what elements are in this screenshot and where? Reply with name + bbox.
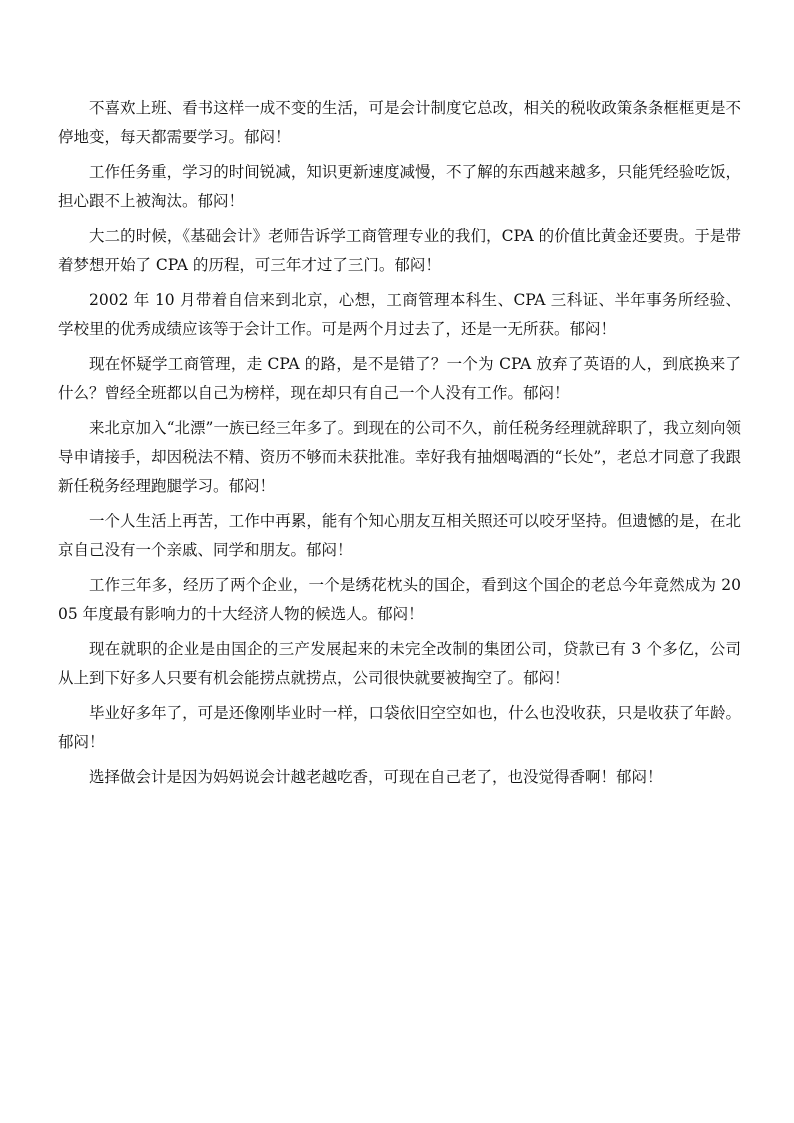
paragraph: 选择做会计是因为妈妈说会计越老越吃香，可现在自己老了，也没觉得香啊！郁闷！ [89,768,663,786]
paragraph: 不喜欢上班、看书这样一成不变的生活，可是会计制度它总改，相关的税收政策条条框框更是不停地变，每天都需要学习。郁闷！ [58,99,741,146]
paragraph: 一个人生活上再苦，工作中再累，能有个知心朋友互相关照还可以咬牙坚持。但遗憾的是，在北京自己没有一个亲戚、同学和朋友。郁闷！ [58,512,741,559]
paragraph: 工作三年多，经历了两个企业，一个是绣花枕头的国企，看到这个国企的老总今年竟然成为 2005 年度最有影响力的十大经济人物的候选人。郁闷！ [58,576,741,623]
paragraph: 现在就职的企业是由国企的三产发展起来的未完全改制的集团公司，贷款已有 3 个多亿，公司从上到下好多人只要有机会能捞点就捞点，公司很快就要被掏空了。郁闷！ [58,640,741,687]
paragraph: 大二的时候，《基础会计》老师告诉学工商管理专业的我们，CPA 的价值比黄金还要贵。于是带着梦想开始了 CPA 的历程，可三年才过了三门。郁闷！ [58,227,741,274]
document-body [58,94,741,798]
paragraph: 毕业好多年了，可是还像刚毕业时一样，口袋依旧空空如也，什么也没收获，只是收获了年龄。郁闷！ [58,704,741,751]
paragraph: 工作任务重，学习的时间锐减，知识更新速度减慢，不了解的东西越来越多，只能凭经验吃饭，担心跟不上被淘汰。郁闷！ [58,163,741,210]
paragraph: 现在怀疑学工商管理，走 CPA 的路，是不是错了？一个为 CPA 放弃了英语的人，到底换来了什么？曾经全班都以自己为榜样，现在却只有自己一个人没有工作。郁闷！ [58,355,741,402]
paragraph: 2002 年 10 月带着自信来到北京，心想，工商管理本科生、CPA 三科证、半年事务所经验、学校里的优秀成绩应该等于会计工作。可是两个月过去了，还是一无所获。郁闷！ [58,291,741,338]
paragraph: 来北京加入“北漂”一族已经三年多了。到现在的公司不久，前任税务经理就辞职了，我立刻向领导申请接手，却因税法不精、资历不够而未获批准。幸好我有抽烟喝酒的“长处”，老总才同意了我跟新任税务经理跑腿学习。郁闷！ [58,419,741,495]
